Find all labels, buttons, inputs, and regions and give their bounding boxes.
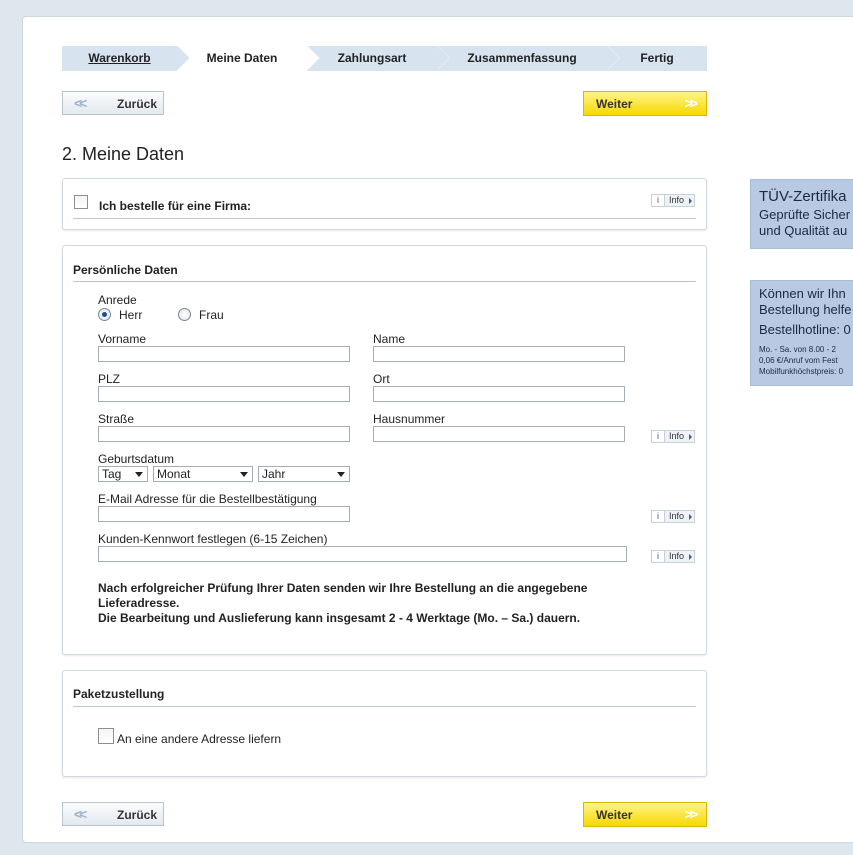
select-value: Jahr (262, 467, 286, 481)
delivery-title: Paketzustellung (73, 687, 165, 701)
birth-year-select[interactable] (258, 466, 350, 482)
info-label: Info (669, 551, 685, 561)
birth-day-select[interactable] (98, 466, 148, 482)
other-address-checkbox[interactable] (98, 728, 114, 744)
back-button-bottom[interactable] (62, 802, 164, 826)
select-value: Monat (157, 467, 191, 481)
email-info-button[interactable] (651, 510, 695, 523)
first-name-label: Vorname (98, 332, 147, 346)
company-checkbox[interactable] (74, 195, 88, 209)
step-label[interactable]: Warenkorb (88, 51, 151, 65)
info-icon: i (652, 511, 665, 522)
chevron-down-icon (135, 472, 143, 477)
step-label: Fertig (640, 51, 674, 65)
next-button-label: Weiter (596, 808, 633, 822)
house-number-label: Hausnummer (373, 412, 446, 426)
info-icon: i (652, 551, 665, 562)
chevron-right-icon: >> (684, 95, 695, 111)
last-name-input[interactable] (373, 346, 625, 362)
tuv-title: TÜV-Zertifika (759, 188, 847, 205)
chevron-down-icon (240, 472, 248, 477)
step-label: Zusammenfassung (467, 51, 577, 65)
birth-month-select[interactable] (153, 466, 253, 482)
salutation-label: Anrede (98, 293, 137, 307)
password-label: Kunden-Kennwort festlegen (6-15 Zeichen) (98, 532, 328, 546)
arrow-right-icon (689, 198, 692, 204)
hotline-hours: Mo. - Sa. von 8.00 - 2 (759, 345, 836, 354)
next-button-bottom[interactable] (583, 802, 707, 827)
arrow-right-icon (689, 554, 692, 560)
divider (73, 218, 696, 219)
info-label: Info (669, 511, 685, 521)
chevron-down-icon (337, 472, 345, 477)
company-box (62, 178, 707, 230)
street-input[interactable] (98, 426, 350, 442)
note-line: Lieferadresse. (98, 596, 180, 610)
arrow-right-icon (689, 434, 692, 440)
note-line: Die Bearbeitung und Auslieferung kann insgesamt 2 - 4 Werktage (Mo. – Sa.) dauern. (98, 611, 581, 625)
tuv-line: und Qualität au (759, 223, 848, 238)
info-label: Info (669, 431, 685, 441)
company-checkbox-label: Ich bestelle für eine Firma: (99, 199, 252, 213)
hotline-number: Bestellhotline: 0 (759, 322, 851, 337)
salutation-option-frau: Frau (199, 308, 224, 322)
back-button-top[interactable] (62, 91, 164, 115)
company-info-button[interactable] (651, 194, 695, 207)
back-button-label: Zurück (117, 97, 158, 111)
password-input[interactable] (98, 546, 627, 562)
street-label: Straße (98, 412, 135, 426)
step-zusammenfassung (437, 46, 607, 71)
hotline-price: 0,06 €/Anruf vom Fest (759, 356, 838, 365)
info-icon: i (652, 431, 665, 442)
zip-label: PLZ (98, 372, 121, 386)
divider (73, 281, 696, 282)
info-icon: i (652, 195, 665, 206)
email-input[interactable] (98, 506, 350, 522)
salutation-radio-herr[interactable] (98, 308, 111, 321)
password-info-button[interactable] (651, 550, 695, 563)
divider (73, 706, 696, 707)
select-value: Tag (102, 467, 122, 481)
step-label: Meine Daten (206, 51, 278, 65)
first-name-input[interactable] (98, 346, 350, 362)
step-meine-daten (177, 46, 307, 71)
step-warenkorb[interactable] (62, 46, 177, 71)
house-number-input[interactable] (373, 426, 625, 442)
step-zahlungsart (307, 46, 437, 71)
note-line: Nach erfolgreicher Prüfung Ihrer Daten senden wir Ihre Bestellung an die angegebene (98, 581, 588, 595)
next-button-label: Weiter (596, 97, 633, 111)
help-line: Bestellung helfe (759, 302, 852, 317)
delivery-note (98, 581, 618, 626)
address-info-button[interactable] (651, 430, 695, 443)
hotline-mobile-price: Mobilfunkhöchstpreis: 0 (759, 367, 844, 376)
delivery-box (62, 670, 707, 777)
chevron-left-icon: << (74, 806, 85, 822)
personal-data-title: Persönliche Daten (73, 263, 178, 277)
checkout-steps (62, 46, 707, 71)
arrow-right-icon (689, 514, 692, 520)
tuv-certificate-panel[interactable] (750, 179, 853, 249)
email-label: E-Mail Adresse für die Bestellbestätigung (98, 492, 317, 506)
city-input[interactable] (373, 386, 625, 402)
back-button-label: Zurück (117, 808, 158, 822)
hotline-panel (750, 280, 853, 386)
city-label: Ort (373, 372, 390, 386)
salutation-radio-frau[interactable] (178, 308, 191, 321)
tuv-line: Geprüfte Sicher (759, 207, 851, 222)
help-line: Können wir Ihn (759, 286, 846, 301)
next-button-top[interactable] (583, 91, 707, 116)
chevron-left-icon: << (74, 95, 85, 111)
chevron-right-icon: >> (684, 806, 695, 822)
step-label: Zahlungsart (337, 51, 407, 65)
step-fertig (607, 46, 707, 71)
birthdate-label: Geburtsdatum (98, 452, 175, 466)
info-label: Info (669, 195, 685, 205)
page-title: 2. Meine Daten (62, 144, 185, 164)
last-name-label: Name (373, 332, 406, 346)
zip-input[interactable] (98, 386, 350, 402)
salutation-option-herr: Herr (119, 308, 143, 322)
other-address-label: An eine andere Adresse liefern (117, 732, 282, 746)
